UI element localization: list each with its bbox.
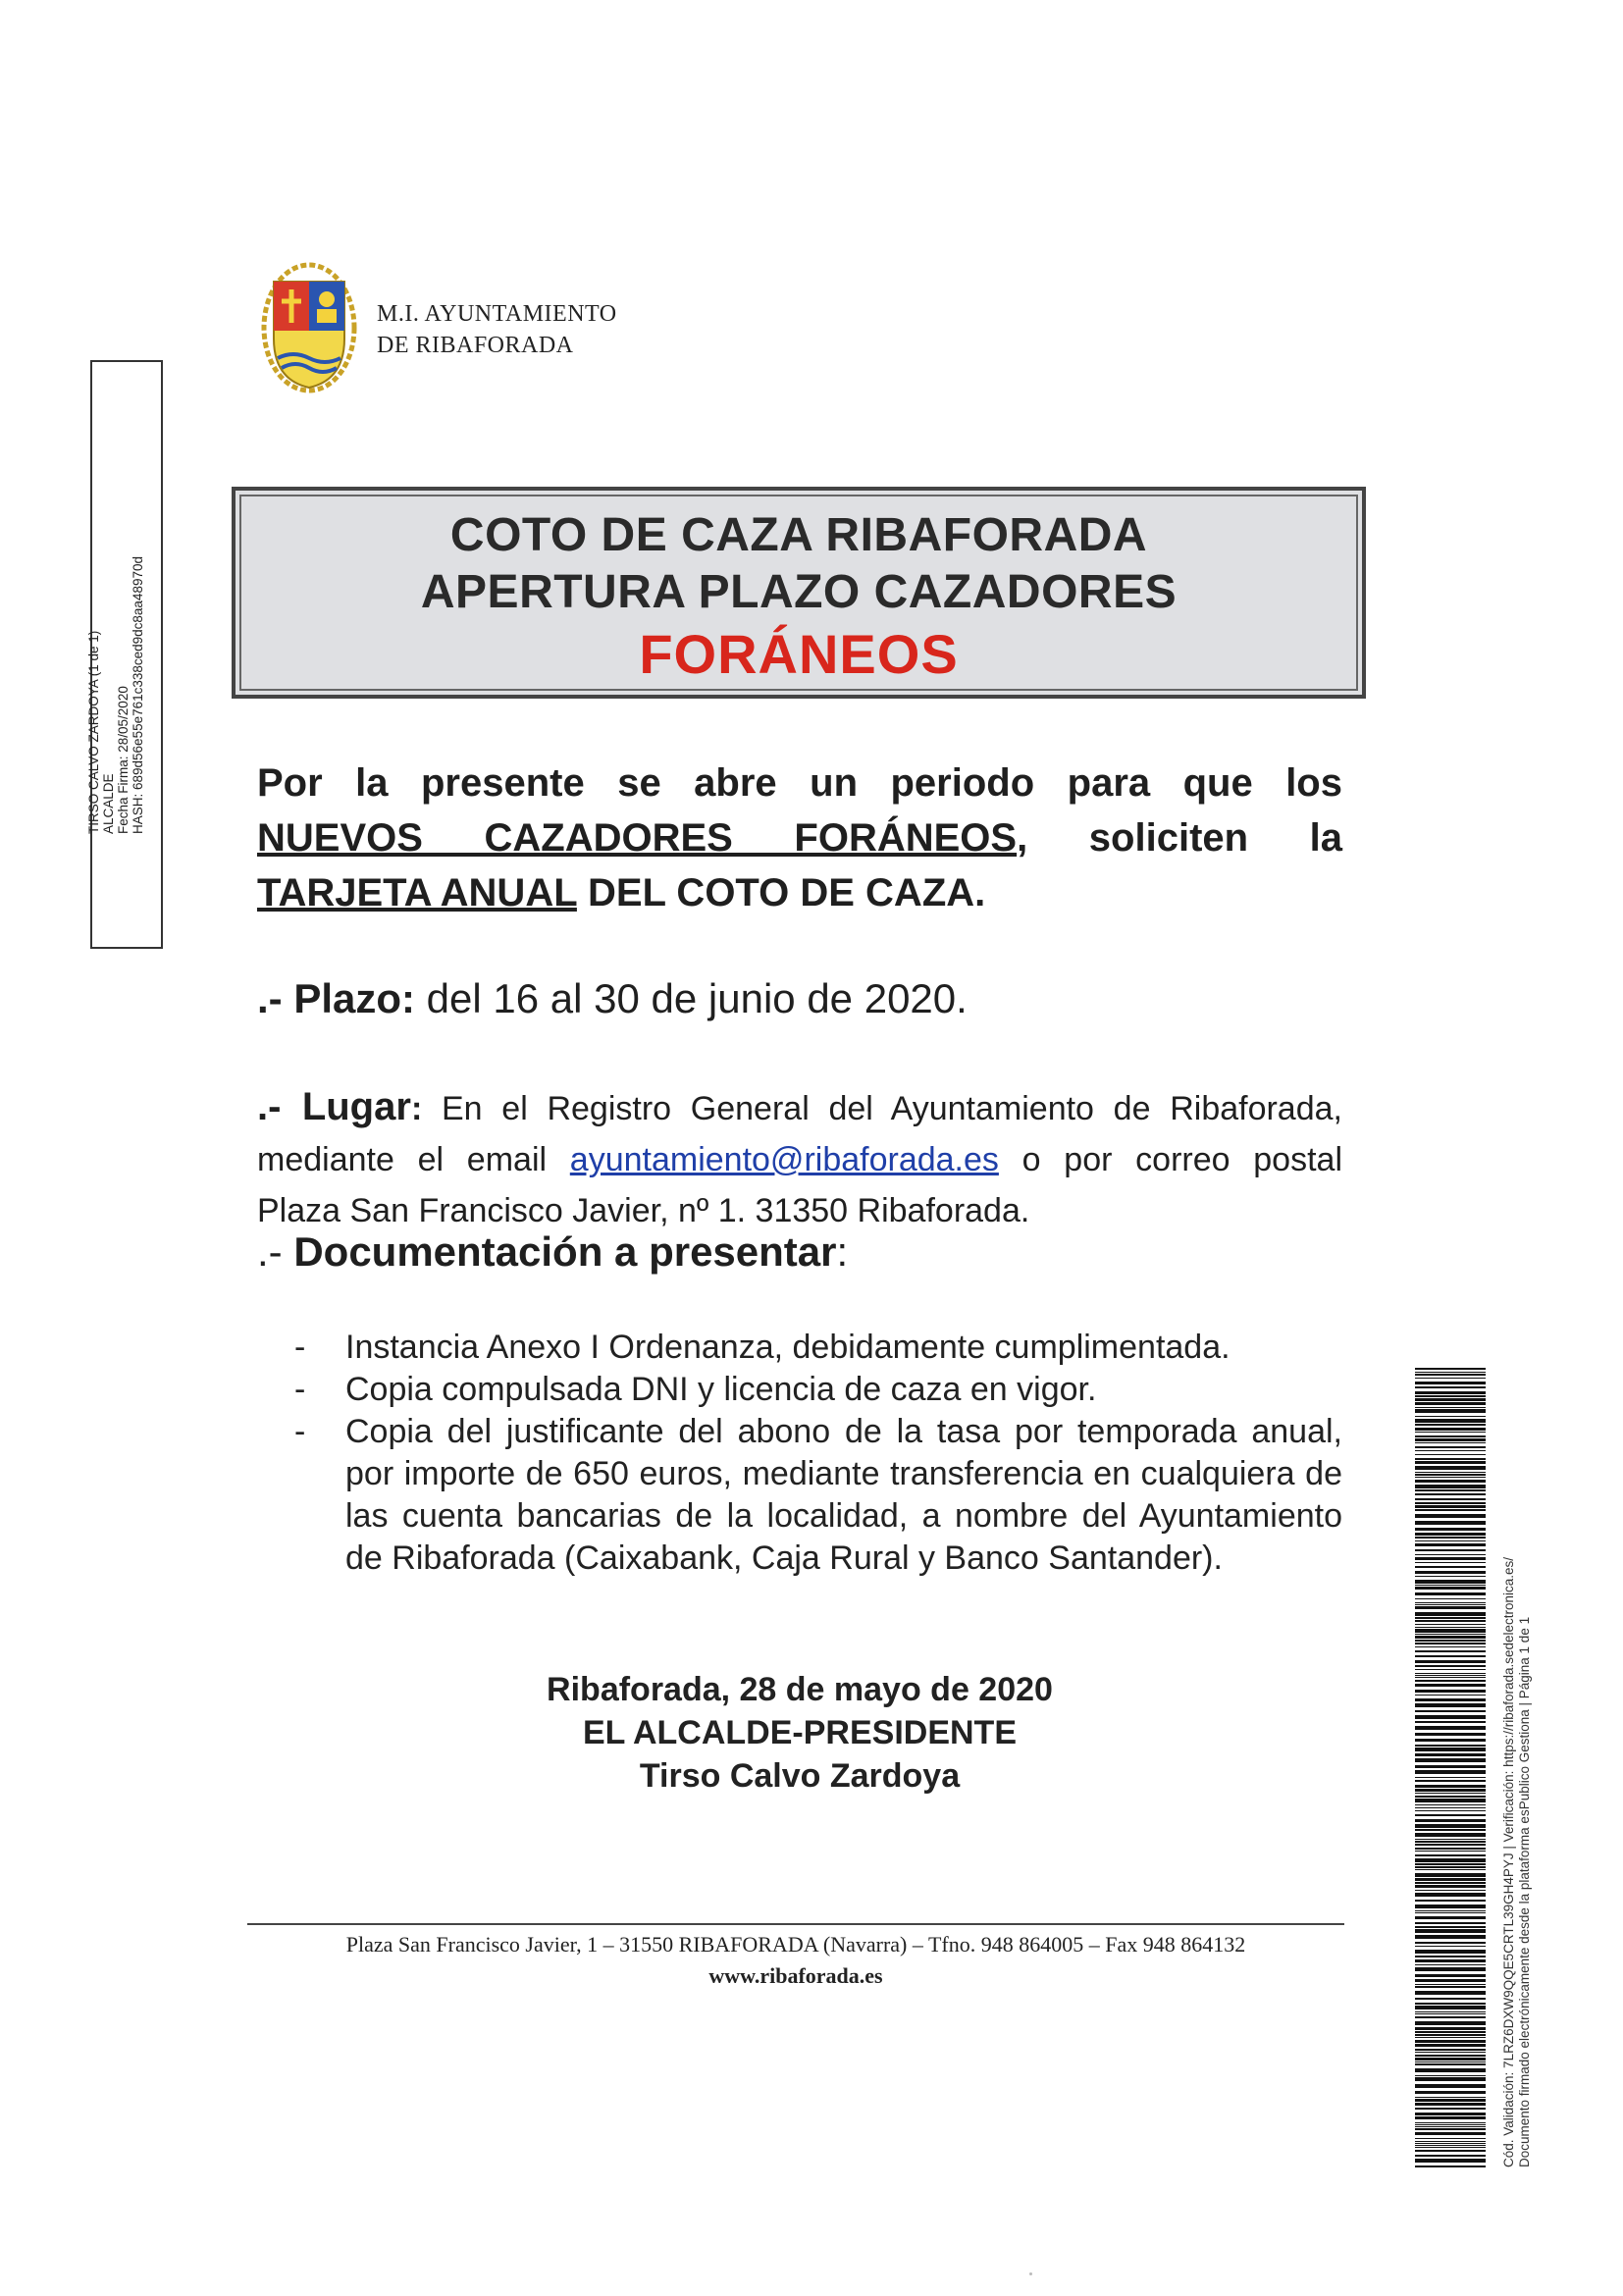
intro-paragraph [257, 756, 1342, 920]
list-item [294, 1327, 1342, 1369]
title-line-2: APERTURA PLAZO CAZADORES [420, 566, 1178, 618]
plazo-value: del 16 al 30 de junio de 2020. [415, 975, 968, 1021]
intro-part-3: DEL COTO DE CAZA. [576, 871, 986, 914]
documentacion-suffix: : [836, 1228, 849, 1275]
closing-role: EL ALCALDE-PRESIDENTE [582, 1714, 1018, 1751]
validation-line-2: Documento firmado electrónicamente desde la plataforma esPublico Gestiona | Página 1 de 1 [1517, 1616, 1532, 2167]
intro-underlined-1: NUEVOS CAZADORES FORÁNEOS [257, 816, 1018, 860]
documentation-list [294, 1327, 1342, 1580]
list-item-text: Copia compulsada DNI y licencia de caza en vigor. [345, 1371, 1097, 1408]
footer [247, 1929, 1344, 1992]
barcode-icon [1415, 1368, 1486, 2167]
signature-hash: HASH: 689d56e55e761c338ced9dc8aa48970d [131, 556, 145, 834]
email-link[interactable]: ayuntamiento@ribaforada.es [569, 1141, 999, 1178]
list-item-text: Copia del justificante del abono de la tasa por temporada anual, por importe de 650 euros, mediante transferencia en cualquiera de las cuenta bancarias de la localidad, a nombre del Ayuntamiento de Ribaforada (Caixabank, Caja Rural y Banco Santander). [345, 1413, 1342, 1577]
signature-date: Fecha Firma: 28/05/2020 [116, 686, 131, 834]
list-bullet: - [294, 1329, 306, 1366]
intro-part-2: , soliciten la [1017, 816, 1343, 860]
intro-underlined-2: TARJETA ANUAL [257, 871, 577, 914]
plazo-label: .- Plazo: [257, 975, 416, 1021]
footer-address: Plaza San Francisco Javier, 1 – 31550 RIBAFORADA (Navarra) – Tfno. 948 864005 – Fax 948 864132 [345, 1932, 1246, 1957]
title-line-1: COTO DE CAZA RIBAFORADA [449, 509, 1148, 561]
footer-divider [247, 1923, 1344, 1925]
lugar-label: .- Lugar [257, 1085, 411, 1128]
lugar-text-3: Plaza San Francisco Javier, nº 1. 31350 Ribaforada. [257, 1192, 1030, 1229]
list-item-text: Instancia Anexo I Ordenanza, debidamente cumplimentada. [345, 1329, 1230, 1366]
lugar-text-2b: o por correo postal [998, 1141, 1343, 1178]
closing-place-date: Ribaforada, 28 de mayo de 2020 [547, 1671, 1053, 1708]
organization-name [377, 298, 617, 361]
lugar-text-1: En el Registro General del Ayuntamiento de Ribaforada, [441, 1090, 1342, 1127]
list-bullet: - [294, 1371, 306, 1408]
validation-line-1: Cód. Validación: 7LRZ6DXW9QQE5CRTL39GH4PYJ | Verificación: https://ribaforada.sedelectronica.es/ [1501, 1556, 1516, 2167]
intro-line-1: Por la presente se abre un periodo para que los [257, 761, 1342, 805]
footer-website: www.ribaforada.es [708, 1963, 883, 1988]
org-line-2: DE RIBAFORADA [377, 333, 574, 358]
closing-name: Tirso Calvo Zardoya [639, 1757, 961, 1795]
signer-name: TIRSO CALVO ZARDOYA (1 de 1) [86, 630, 101, 834]
list-item [294, 1411, 1342, 1580]
documentacion-label: Documentación a presentar [293, 1228, 837, 1275]
list-item [294, 1369, 1342, 1411]
list-bullet: - [294, 1413, 306, 1450]
title-box [232, 487, 1366, 699]
title-line-3: FORÁNEOS [639, 623, 959, 685]
municipal-coat-of-arms-icon [260, 260, 358, 395]
documentacion-prefix: .- [257, 1228, 294, 1275]
documentacion-heading [257, 1225, 848, 1279]
plazo-line [257, 971, 968, 1026]
scan-speck [1029, 2272, 1032, 2275]
lugar-text-2a: mediante el email [257, 1141, 570, 1178]
lugar-paragraph [257, 1081, 1342, 1236]
signer-role: ALCALDE [101, 773, 116, 834]
org-line-1: M.I. AYUNTAMIENTO [377, 301, 617, 327]
closing-signature [257, 1668, 1342, 1798]
lugar-colon: : [410, 1090, 442, 1127]
